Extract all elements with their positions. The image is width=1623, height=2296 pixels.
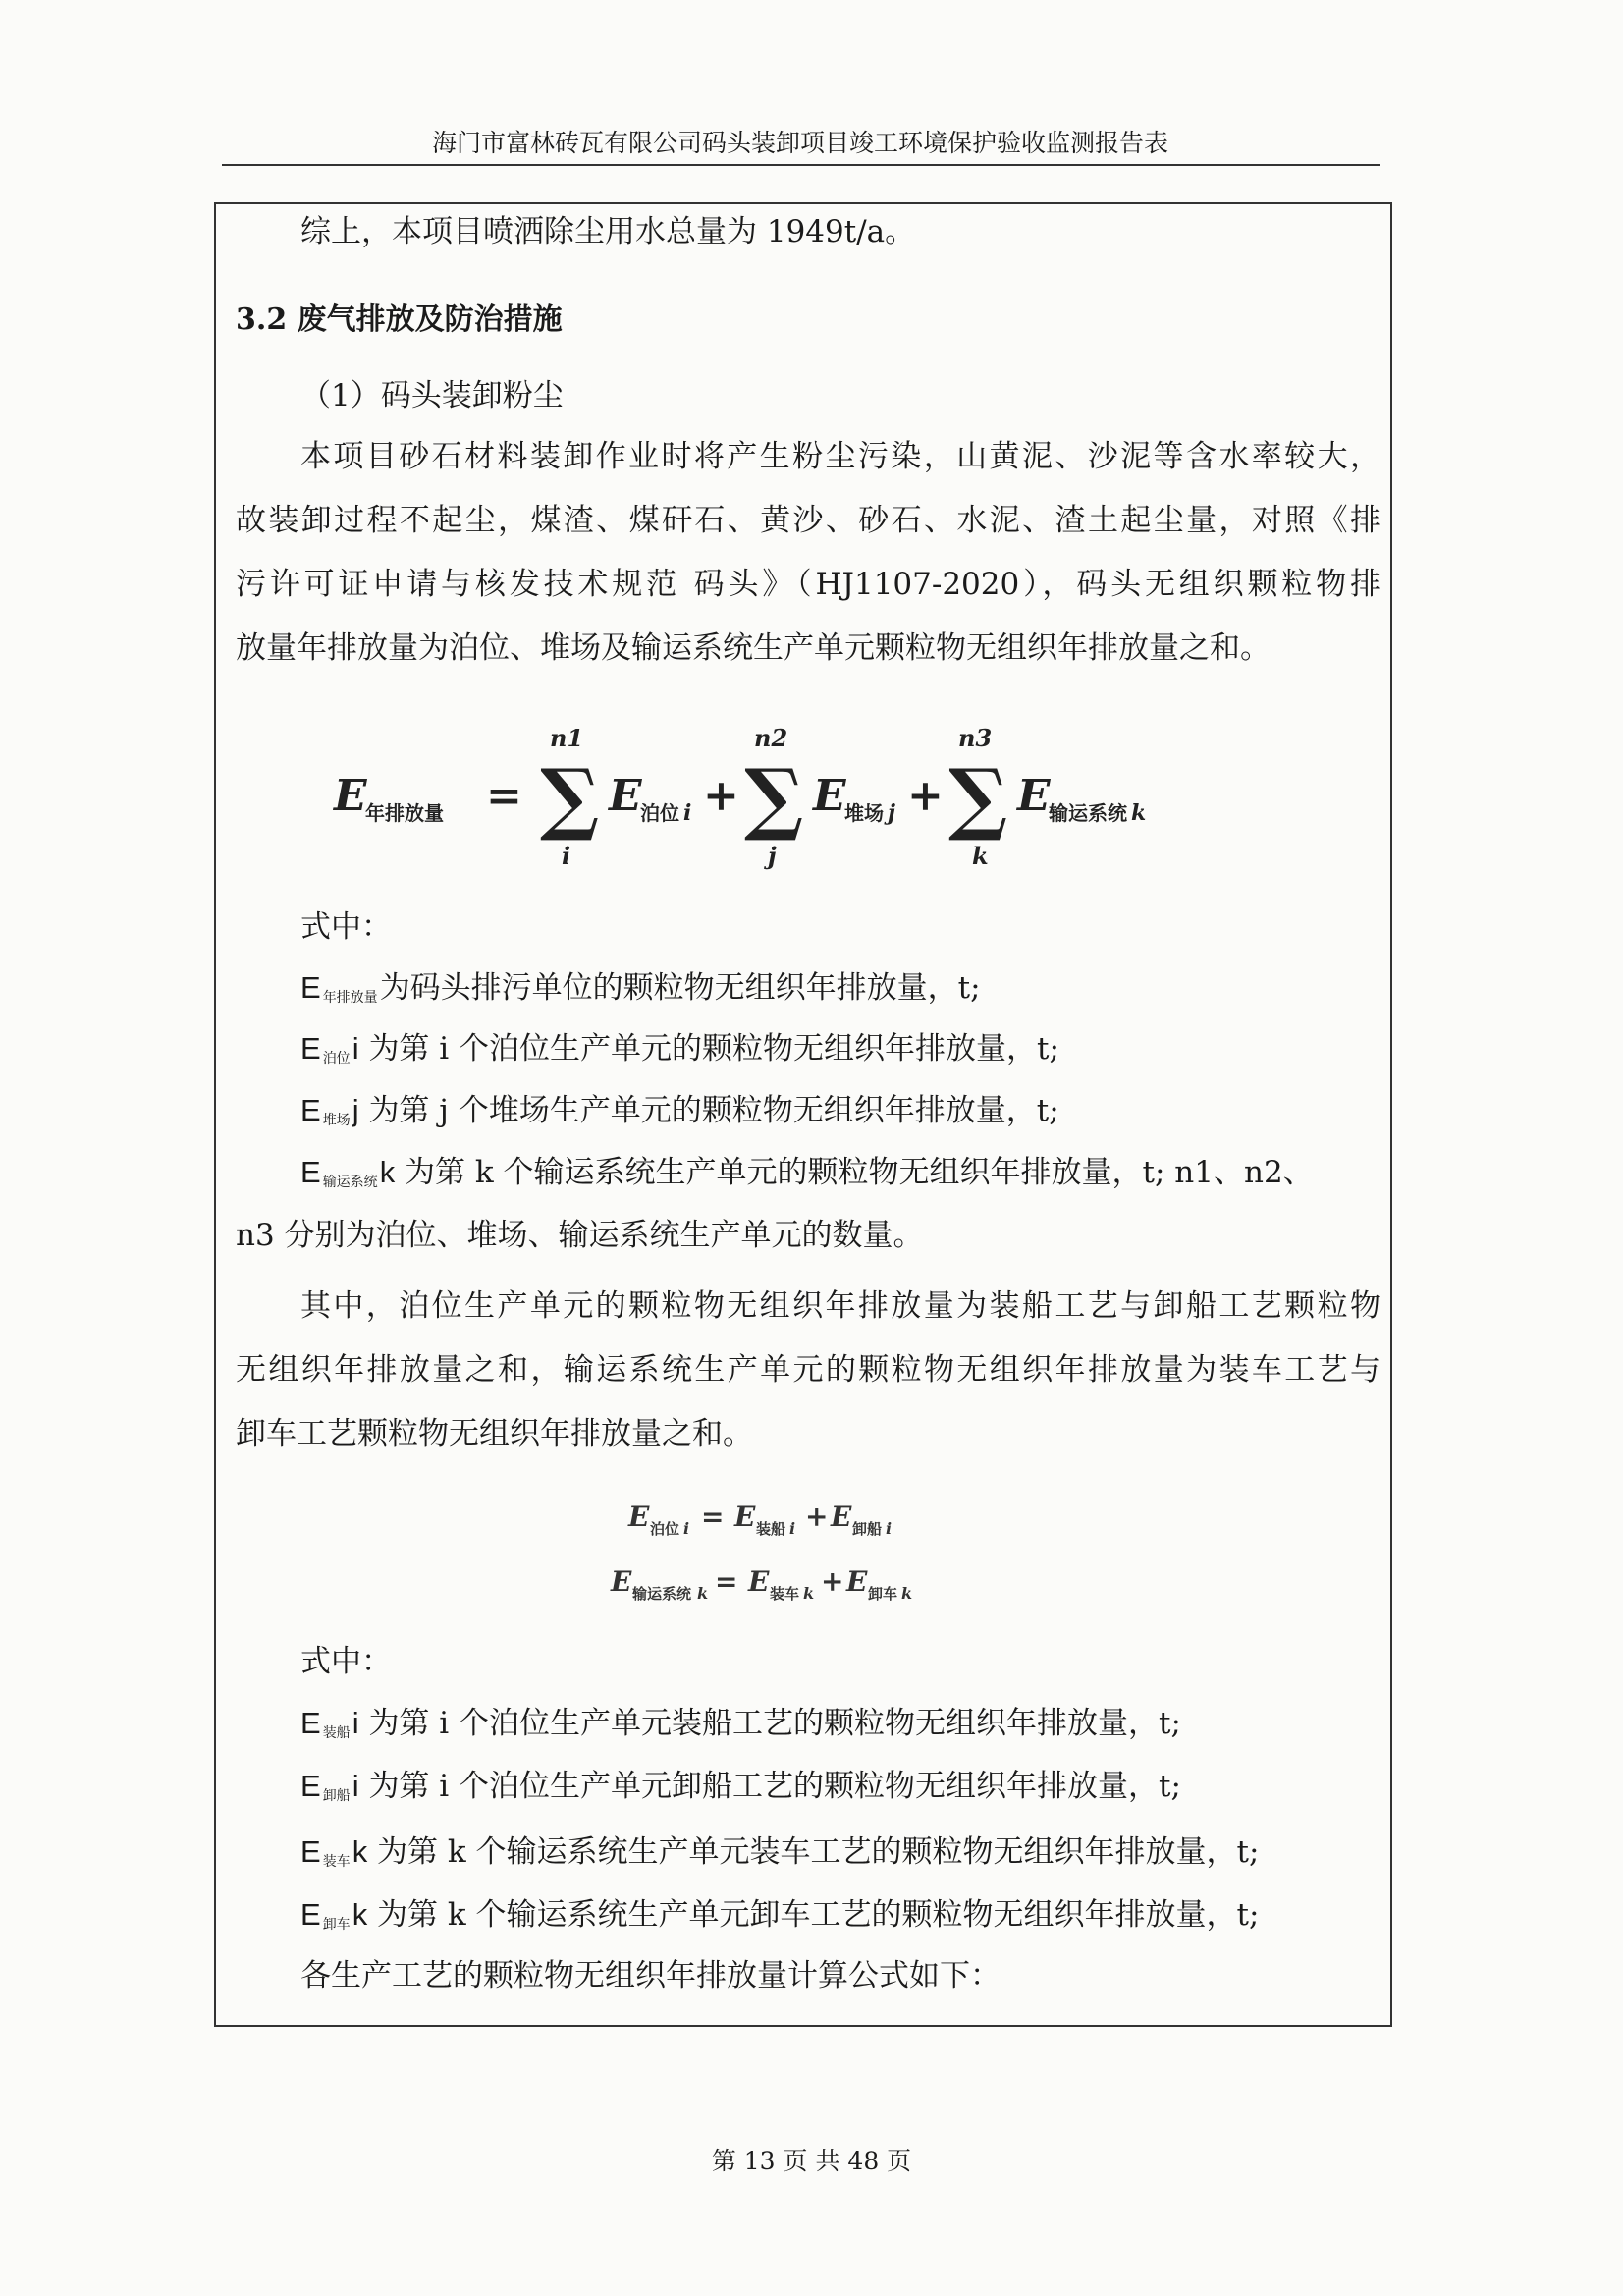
eq-n2: n2 (754, 724, 788, 752)
berth-emission-equation (628, 1493, 1021, 1552)
definition-transport: E $_{输运系统}$k 为第 k 个输运系统生产单元的颗粒物无组织年排放量，t; n1、n2、 (300, 1155, 1314, 1190)
eq-equals: = (486, 771, 522, 821)
eq-E: E (334, 771, 367, 821)
annual-emission-equation (334, 717, 1217, 874)
svg-text:=: = (701, 1501, 725, 1533)
eq-j-lower: j (768, 842, 777, 870)
subsection-heading: （1）码头装卸粉尘 (300, 378, 564, 413)
transport-emission-equation (611, 1558, 1023, 1616)
definition-annual: E $_{年排放量}$为码头排污单位的颗粒物无组织年排放量，t; (300, 970, 981, 1006)
eq-E-berth: E (609, 771, 642, 821)
svg-text:装车: 装车 (770, 1585, 800, 1603)
eq-sub-k: k (1131, 800, 1147, 826)
eq-E-yard: E (813, 771, 846, 821)
svg-text:+: + (805, 1501, 829, 1533)
paragraph-1-line-3: 污许可证申请与核发技术规范 码头》（HJ1107-2020），码头无组织颗粒物排 (236, 567, 1380, 602)
where-label-1: 式中： (300, 909, 392, 945)
svg-text:泊位: 泊位 (650, 1520, 680, 1538)
svg-text:k: k (697, 1584, 709, 1603)
svg-text:i: i (886, 1519, 893, 1538)
eq-plus-1: + (703, 771, 739, 821)
definition-berth: E $_{泊位}$i 为第 i 个泊位生产单元的颗粒物无组织年排放量，t; (300, 1031, 1059, 1066)
svg-text:E: E (611, 1565, 632, 1598)
definition-load-car: E $_{装车}$k 为第 k 个输运系统生产单元装车工艺的颗粒物无组织年排放量，t; (300, 1834, 1260, 1870)
header-rule (222, 164, 1380, 166)
svg-text:E: E (748, 1565, 770, 1598)
paragraph-2-line-2: 无组织年排放量之和，输运系统生产单元的颗粒物无组织年排放量为装车工艺与 (236, 1352, 1380, 1388)
paragraph-2-line-1: 其中，泊位生产单元的颗粒物无组织年排放量为装船工艺与卸船工艺颗粒物 (300, 1288, 1380, 1324)
sum-icon-2: ∑ (744, 751, 804, 844)
svg-text:卸船: 卸船 (852, 1520, 883, 1538)
eq-sub-j: j (888, 800, 895, 826)
sum-icon-1: ∑ (540, 751, 600, 844)
eq-k-lower: k (972, 842, 989, 870)
svg-text:卸车: 卸车 (868, 1585, 898, 1603)
svg-text:i: i (683, 1519, 690, 1538)
svg-text:k: k (901, 1584, 913, 1603)
eq-i-lower: i (562, 842, 571, 870)
eq-E-transport: E (1017, 771, 1051, 821)
definition-transport-continued: n3 分别为泊位、堆场、输运系统生产单元的数量。 (236, 1218, 924, 1253)
svg-text:k: k (803, 1584, 815, 1603)
report-header: 海门市富林砖瓦有限公司码头装卸项目竣工环境保护验收监测报告表 (431, 129, 1168, 157)
svg-text:E: E (831, 1501, 852, 1533)
where-label-2: 式中： (300, 1644, 392, 1679)
sum-icon-3: ∑ (948, 751, 1008, 844)
page-footer: 第 13 页 共 48 页 (711, 2147, 912, 2175)
eq-sub-transport: 输运系统 (1049, 801, 1127, 825)
summary-sentence: 综上，本项目喷洒除尘用水总量为 1949t/a。 (300, 214, 916, 249)
svg-text:i: i (789, 1519, 796, 1538)
svg-text:E: E (846, 1565, 868, 1598)
definition-yard: E $_{堆场}$j 为第 j 个堆场生产单元的颗粒物无组织年排放量，t; (300, 1093, 1059, 1128)
paragraph-1-line-4: 放量年排放量为泊位、堆场及输运系统生产单元颗粒物无组织年排放量之和。 (236, 630, 1271, 666)
definition-load-ship: E $_{装船}$i 为第 i 个泊位生产单元装船工艺的颗粒物无组织年排放量，t; (300, 1706, 1181, 1741)
eq-sub-yard: 堆场 (844, 801, 884, 825)
paragraph-1-line-1: 本项目砂石材料装卸作业时将产生粉尘污染，山黄泥、沙泥等含水率较大， (300, 439, 1380, 474)
eq-n3: n3 (958, 724, 993, 752)
svg-text:+: + (821, 1565, 844, 1598)
paragraph-2-line-3: 卸车工艺颗粒物无组织年排放量之和。 (236, 1416, 753, 1451)
paragraph-1-line-2: 故装卸过程不起尘，煤渣、煤矸石、黄沙、砂石、水泥、渣土起尘量，对照《排 (236, 503, 1380, 538)
formula-intro: 各生产工艺的颗粒物无组织年排放量计算公式如下： (300, 1958, 1001, 1994)
eq-plus-2: + (907, 771, 944, 821)
eq-sub-annual: 年排放量 (365, 801, 444, 825)
definition-unload-ship: E $_{卸船}$i 为第 i 个泊位生产单元卸船工艺的颗粒物无组织年排放量，t; (300, 1769, 1181, 1804)
eq-sub-i: i (683, 800, 692, 826)
svg-text:输运系统: 输运系统 (632, 1585, 692, 1603)
eq-sub-berth: 泊位 (640, 801, 679, 825)
section-heading: 3.2 废气排放及防治措施 (236, 302, 563, 337)
svg-text:E: E (628, 1501, 650, 1533)
svg-text:=: = (715, 1565, 738, 1598)
svg-text:E: E (734, 1501, 756, 1533)
definition-unload-car: E $_{卸车}$k 为第 k 个输运系统生产单元卸车工艺的颗粒物无组织年排放量，t; (300, 1897, 1260, 1933)
eq-n1: n1 (550, 724, 584, 752)
svg-text:装船: 装船 (756, 1520, 786, 1538)
